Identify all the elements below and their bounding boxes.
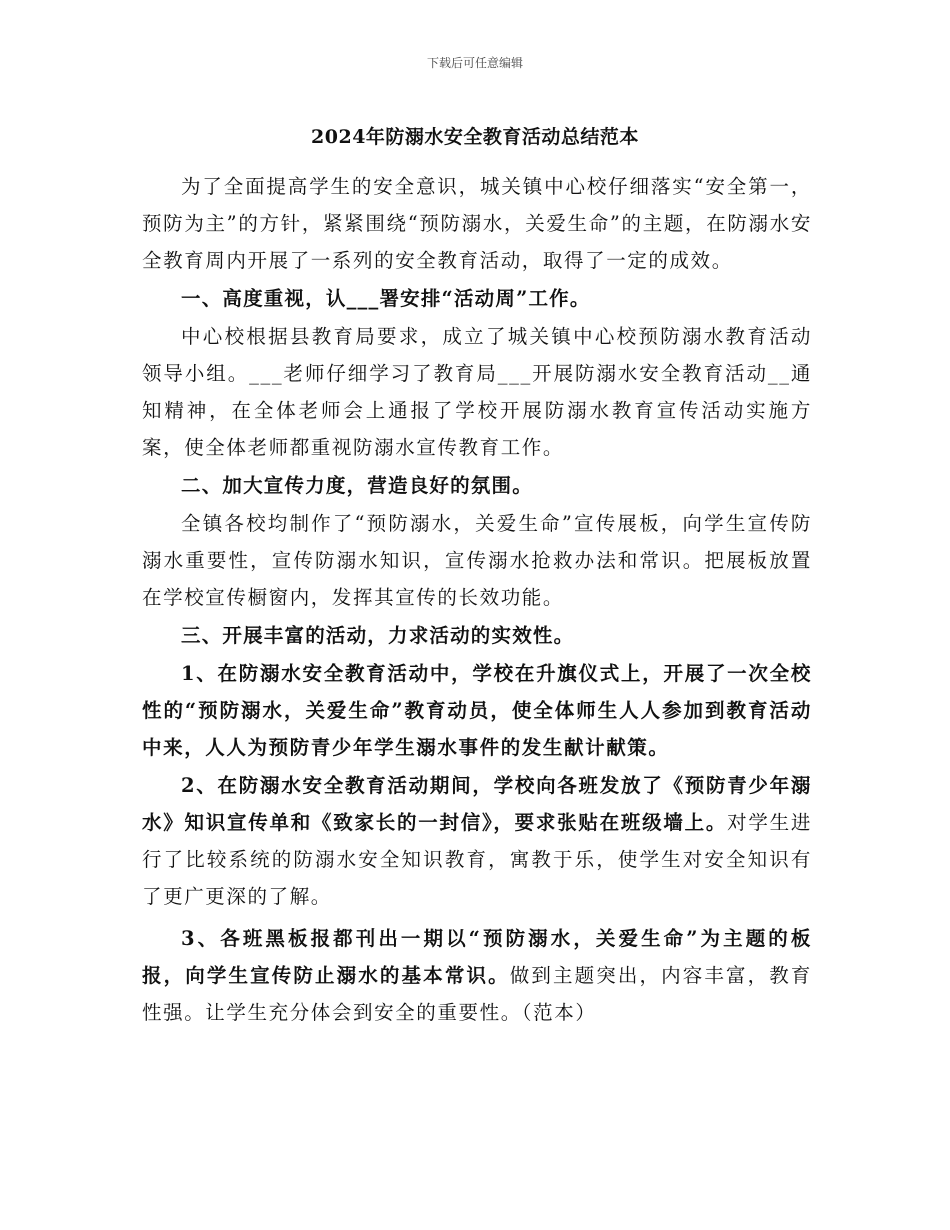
list-item-3-bold: 3、各班黑板报都刊出一期以“预防溺水，关爱生命”为主题的板报，向学生宣传防止溺水的基本常识。 — [142, 927, 812, 987]
section-paragraph-1: 中心校根据县教育局要求，成立了城关镇中心校预防溺水教育活动领导小组。___老师仔细学习了教育局___开展防溺水安全教育活动__通知精神，在全体老师会上通报了学校开展防溺水教育宣传活动实施方案，使全体老师都重视防溺水宣传教育工作。 — [142, 325, 812, 459]
list-item-2 — [142, 767, 812, 915]
section-paragraph-2: 全镇各校均制作了“预防溺水，关爱生命”宣传展板，向学生宣传防溺水重要性，宣传防溺水知识，宣传溺水抢救办法和常识。把展板放置在学校宣传橱窗内，发挥其宣传的长效功能。 — [142, 512, 812, 609]
list-item-3-rest: 做到主题突出，内容丰富，教育性强。让学生充分体会到安全的重要性。（范本） — [142, 964, 813, 1024]
header-note: 下载后可任意编辑 — [426, 56, 523, 70]
section-heading-3: 三、开展丰富的活动，力求活动的实效性。 — [181, 624, 575, 647]
list-item-2-rest: 对学生进行了比较系统的防溺水安全知识教育，寓教于乐，使学生对安全知识有了更广更深的了解。 — [142, 811, 812, 908]
document-title: 2024年防溺水安全教育活动总结范本 — [311, 126, 639, 148]
list-item-1: 1、在防溺水安全教育活动中，学校在升旗仪式上，开展了一次全校性的“预防溺水，关爱生命”教育动员，使全体师生人人参加到教育活动中来，人人为预防青少年学生溺水事件的发生献计献策。 — [142, 662, 812, 759]
list-item-3 — [142, 920, 812, 1031]
document-body — [142, 168, 812, 1031]
section-heading-1: 一、高度重视，认___署安排“活动周”工作。 — [181, 287, 591, 310]
section-heading-2: 二、加大宣传力度，营造良好的氛围。 — [181, 474, 533, 497]
intro-paragraph: 为了全面提高学生的安全意识，城关镇中心校仔细落实“安全第一，预防为主”的方针，紧紧围绕“预防溺水，关爱生命”的主题，在防溺水安全教育周内开展了一系列的安全教育活动，取得了一定的成效。 — [142, 175, 812, 272]
list-item-2-bold: 2、在防溺水安全教育活动期间，学校向各班发放了《预防青少年溺水》知识宣传单和《致家长的一封信》，要求张贴在班级墙上。 — [142, 774, 812, 834]
